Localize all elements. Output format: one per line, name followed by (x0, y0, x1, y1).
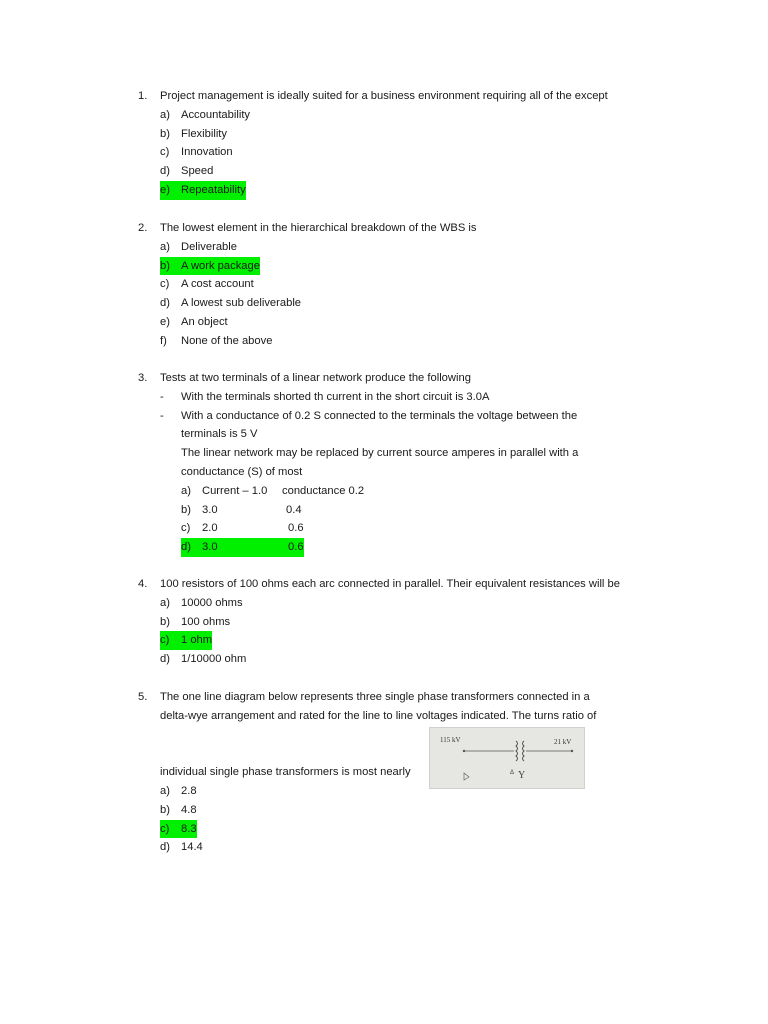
option-label: d) (160, 841, 170, 854)
option-label: a) (160, 108, 170, 121)
option-label: c) (181, 522, 191, 535)
question-stem (138, 688, 658, 707)
option-label: a) (160, 240, 170, 253)
right-voltage-label: 21 kV (554, 738, 572, 746)
option-correct (138, 631, 658, 650)
option-text: Deliverable (181, 240, 237, 253)
option-label: b) (160, 259, 170, 272)
option-label: c) (160, 634, 170, 647)
option-label: c) (160, 822, 170, 835)
question-stem (138, 87, 658, 106)
option-current: 3.0 (202, 541, 218, 554)
answer-highlight (181, 538, 304, 557)
left-bus-node (463, 750, 465, 752)
option-label: b) (181, 503, 191, 516)
question-stem (138, 575, 658, 594)
option (138, 594, 658, 613)
question-text: individual single phase transformers is most nearly (160, 766, 411, 779)
option-label: d) (160, 165, 170, 178)
answer-highlight (160, 257, 260, 276)
wye-mark: Y (518, 770, 526, 781)
option-conductance: 0.4 (286, 503, 302, 516)
option-text: A lowest sub deliverable (181, 297, 302, 310)
question-stem-line (138, 707, 658, 726)
option-label: d) (160, 653, 170, 666)
option (138, 650, 658, 669)
option-text: 2.8 (181, 784, 197, 797)
option (138, 143, 658, 162)
option-label: d) (181, 541, 191, 554)
option-text: Repeatability (181, 183, 246, 196)
option (138, 125, 658, 144)
option-label: b) (160, 615, 170, 628)
option-text: Flexibility (181, 127, 228, 140)
option (138, 162, 658, 181)
option-text: A work package (181, 259, 260, 272)
option-label: a) (160, 784, 170, 797)
question-text: Tests at two terminals of a linear network produce the following (160, 372, 471, 384)
transformer-diagram (429, 727, 585, 789)
question-number: 4. (138, 578, 148, 590)
option-current: 2.0 (202, 522, 218, 535)
question-1 (138, 87, 658, 200)
option-label: a) (160, 596, 170, 609)
question-2 (138, 219, 658, 351)
option (138, 106, 658, 125)
option-conductance: 0.6 (288, 541, 304, 554)
option-label: e) (160, 315, 170, 328)
option-current: Current – 1.0 (202, 484, 268, 497)
question-text: The lowest element in the hierarchical breakdown of the WBS is (160, 222, 477, 234)
option-text: An object (181, 315, 228, 328)
option-text: 10000 ohms (181, 596, 243, 609)
answer-highlight (160, 631, 212, 650)
option (138, 313, 658, 332)
option (138, 501, 658, 520)
secondary-coil-icon (523, 741, 525, 761)
option-label: a) (181, 484, 191, 497)
bullet-text: With a conductance of 0.2 S connected to the terminals the voltage between the (181, 409, 578, 422)
continuation-line: conductance (S) of most (181, 465, 303, 478)
bullet-text: With the terminals shorted th current in the short circuit is 3.0A (181, 390, 490, 403)
option-text: Innovation (181, 146, 233, 159)
option (138, 838, 658, 857)
option-text: 4.8 (181, 803, 197, 816)
question-text: Project management is ideally suited for a business environment requiring all of the except (160, 90, 608, 102)
option-current: 3.0 (202, 503, 218, 516)
bullet-item (138, 407, 658, 426)
option (138, 482, 658, 501)
option (138, 332, 658, 351)
primary-coil-icon (516, 741, 518, 761)
continuation-line: The linear network may be replaced by current source amperes in parallel with a (181, 447, 579, 460)
question-text: The one line diagram below represents three single phase transformers connected in a (160, 691, 590, 703)
option-correct (138, 257, 658, 276)
option-text: None of the above (181, 334, 273, 347)
question-number: 2. (138, 222, 148, 234)
bullet-dash: - (160, 390, 164, 403)
continuation-line: terminals is 5 V (181, 428, 258, 441)
left-voltage-label: 115 kV (440, 736, 461, 744)
question-4 (138, 575, 658, 669)
question-text: delta-wye arrangement and rated for the line to line voltages indicated. The turns ratio of (160, 709, 597, 722)
answer-highlight (160, 820, 197, 839)
question-text: 100 resistors of 100 ohms each arc connected in parallel. Their equivalent resistances will be (160, 578, 620, 590)
option (138, 294, 658, 313)
option-text: Speed (181, 165, 214, 178)
option-label: b) (160, 127, 170, 140)
option-correct (138, 538, 658, 557)
option (138, 275, 658, 294)
option-label: f) (160, 334, 167, 347)
delta-mark: Δ (510, 770, 515, 776)
question-number: 1. (138, 90, 148, 102)
option-correct (138, 181, 658, 200)
option-correct (138, 820, 658, 839)
option-conductance: conductance 0.2 (282, 484, 365, 497)
option-conductance: 0.6 (288, 522, 304, 535)
question-stem (138, 219, 658, 238)
right-bus-node (571, 750, 573, 752)
option-text: 1/10000 ohm (181, 653, 247, 666)
option (138, 519, 658, 538)
option-text: Accountability (181, 108, 251, 121)
cursor-icon (464, 773, 469, 780)
option-label: c) (160, 146, 170, 159)
question-number: 3. (138, 372, 148, 384)
option-text: 8.3 (181, 822, 197, 835)
option-label: c) (160, 278, 170, 291)
option (138, 238, 658, 257)
option-text: 14.4 (181, 841, 203, 854)
question-3 (138, 369, 658, 557)
transformer-diagram-svg (430, 728, 584, 788)
option-label: e) (160, 183, 170, 196)
bullet-dash: - (160, 409, 164, 422)
option-label: b) (160, 803, 170, 816)
option-label: d) (160, 297, 170, 310)
question-stem (138, 369, 658, 388)
option-text: 100 ohms (181, 615, 231, 628)
option-text: 1 ohm (181, 634, 213, 647)
option-text: A cost account (181, 278, 254, 291)
answer-highlight (160, 181, 246, 200)
bullet-item (138, 388, 658, 407)
option (138, 801, 658, 820)
question-number: 5. (138, 691, 148, 703)
option (138, 613, 658, 632)
